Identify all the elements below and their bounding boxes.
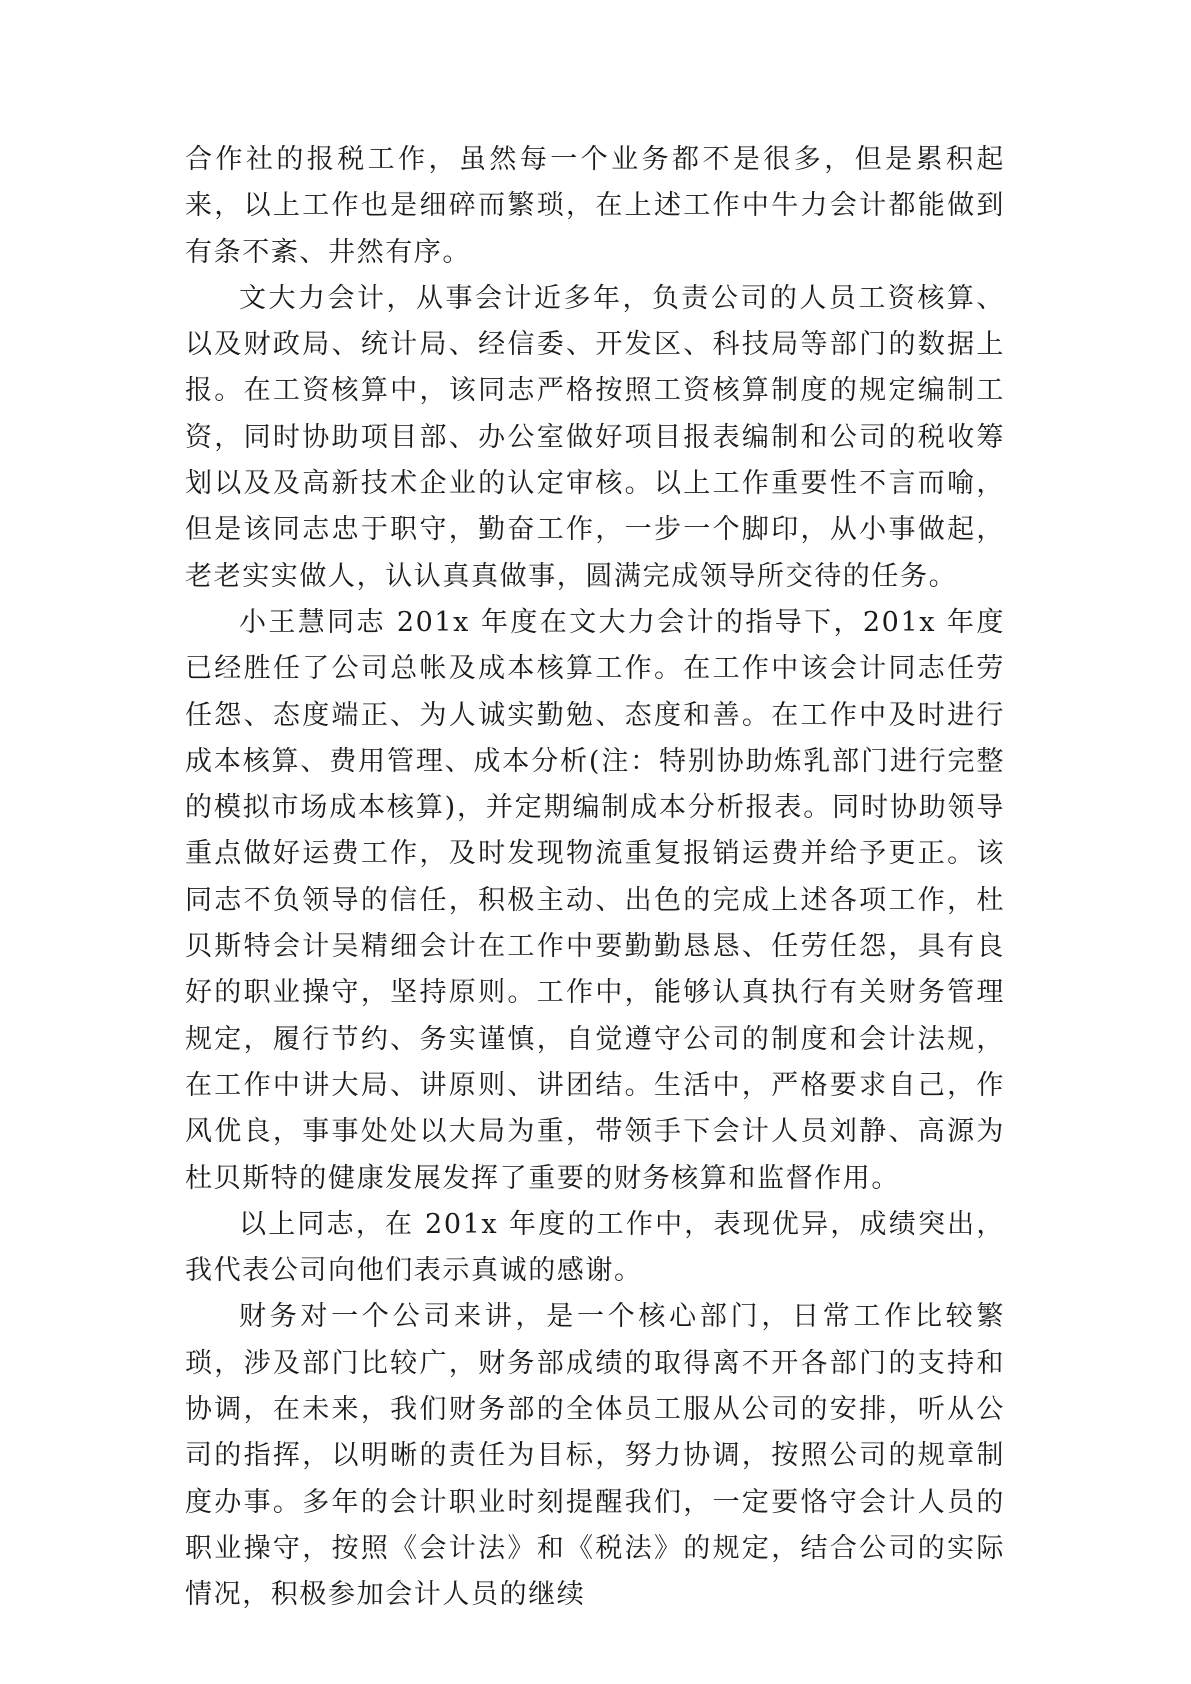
paragraph-5: 财务对一个公司来讲，是一个核心部门，日常工作比较繁琐，涉及部门比较广，财务部成绩的取得离不开各部门的支持和协调，在未来，我们财务部的全体员工服从公司的安排，听从公司的指挥，以明晰的责任为目标，努力协调，按照公司的规章制度办事。多年的会计职业时刻提醒我们，一定要恪守会计人员的职业操守，按照《会计法》和《税法》的规定，结合公司的实际情况，积极参加会计人员的继续 — [185, 1301, 1005, 1611]
paragraph-4: 以上同志，在 201x 年度的工作中，表现优异，成绩突出，我代表公司向他们表示真诚的感谢。 — [185, 1208, 1005, 1287]
paragraph-1-continuation: 合作社的报税工作，虽然每一个业务都不是很多，但是累积起来，以上工作也是细碎而繁琐，在上述工作中牛力会计都能做到有条不紊、井然有序。 — [185, 144, 1005, 268]
document-body — [185, 137, 1005, 1619]
paragraph-3: 小王慧同志 201x 年度在文大力会计的指导下，201x 年度已经胜任了公司总帐及成本核算工作。在工作中该会计同志任劳任怨、态度端正、为人诚实勤勉、态度和善。在工作中及时进行成本核算、费用管理、成本分析(注：特别协助炼乳部门进行完整的模拟市场成本核算)，并定期编制成本分析报表。同时协助领导重点做好运费工作，及时发现物流重复报销运费并给予更正。该同志不负领导的信任，积极主动、出色的完成上述各项工作，杜贝斯特会计吴精细会计在工作中要勤勤恳恳、任劳任怨，具有良好的职业操守，坚持原则。工作中，能够认真执行有关财务管理规定，履行节约、务实谨慎，自觉遵守公司的制度和会计法规，在工作中讲大局、讲原则、讲团结。生活中，严格要求自己，作风优良，事事处处以大局为重，带领手下会计人员刘静、高源为杜贝斯特的健康发展发挥了重要的财务核算和监督作用。 — [185, 606, 1005, 1194]
paragraph-2: 文大力会计，从事会计近多年，负责公司的人员工资核算、以及财政局、统计局、经信委、开发区、科技局等部门的数据上报。在工资核算中，该同志严格按照工资核算制度的规定编制工资，同时协助项目部、办公室做好项目报表编制和公司的税收筹划以及及高新技术企业的认定审核。以上工作重要性不言而喻，但是该同志忠于职守，勤奋工作，一步一个脚印，从小事做起，老老实实做人，认认真真做事，圆满完成领导所交待的任务。 — [185, 282, 1005, 592]
